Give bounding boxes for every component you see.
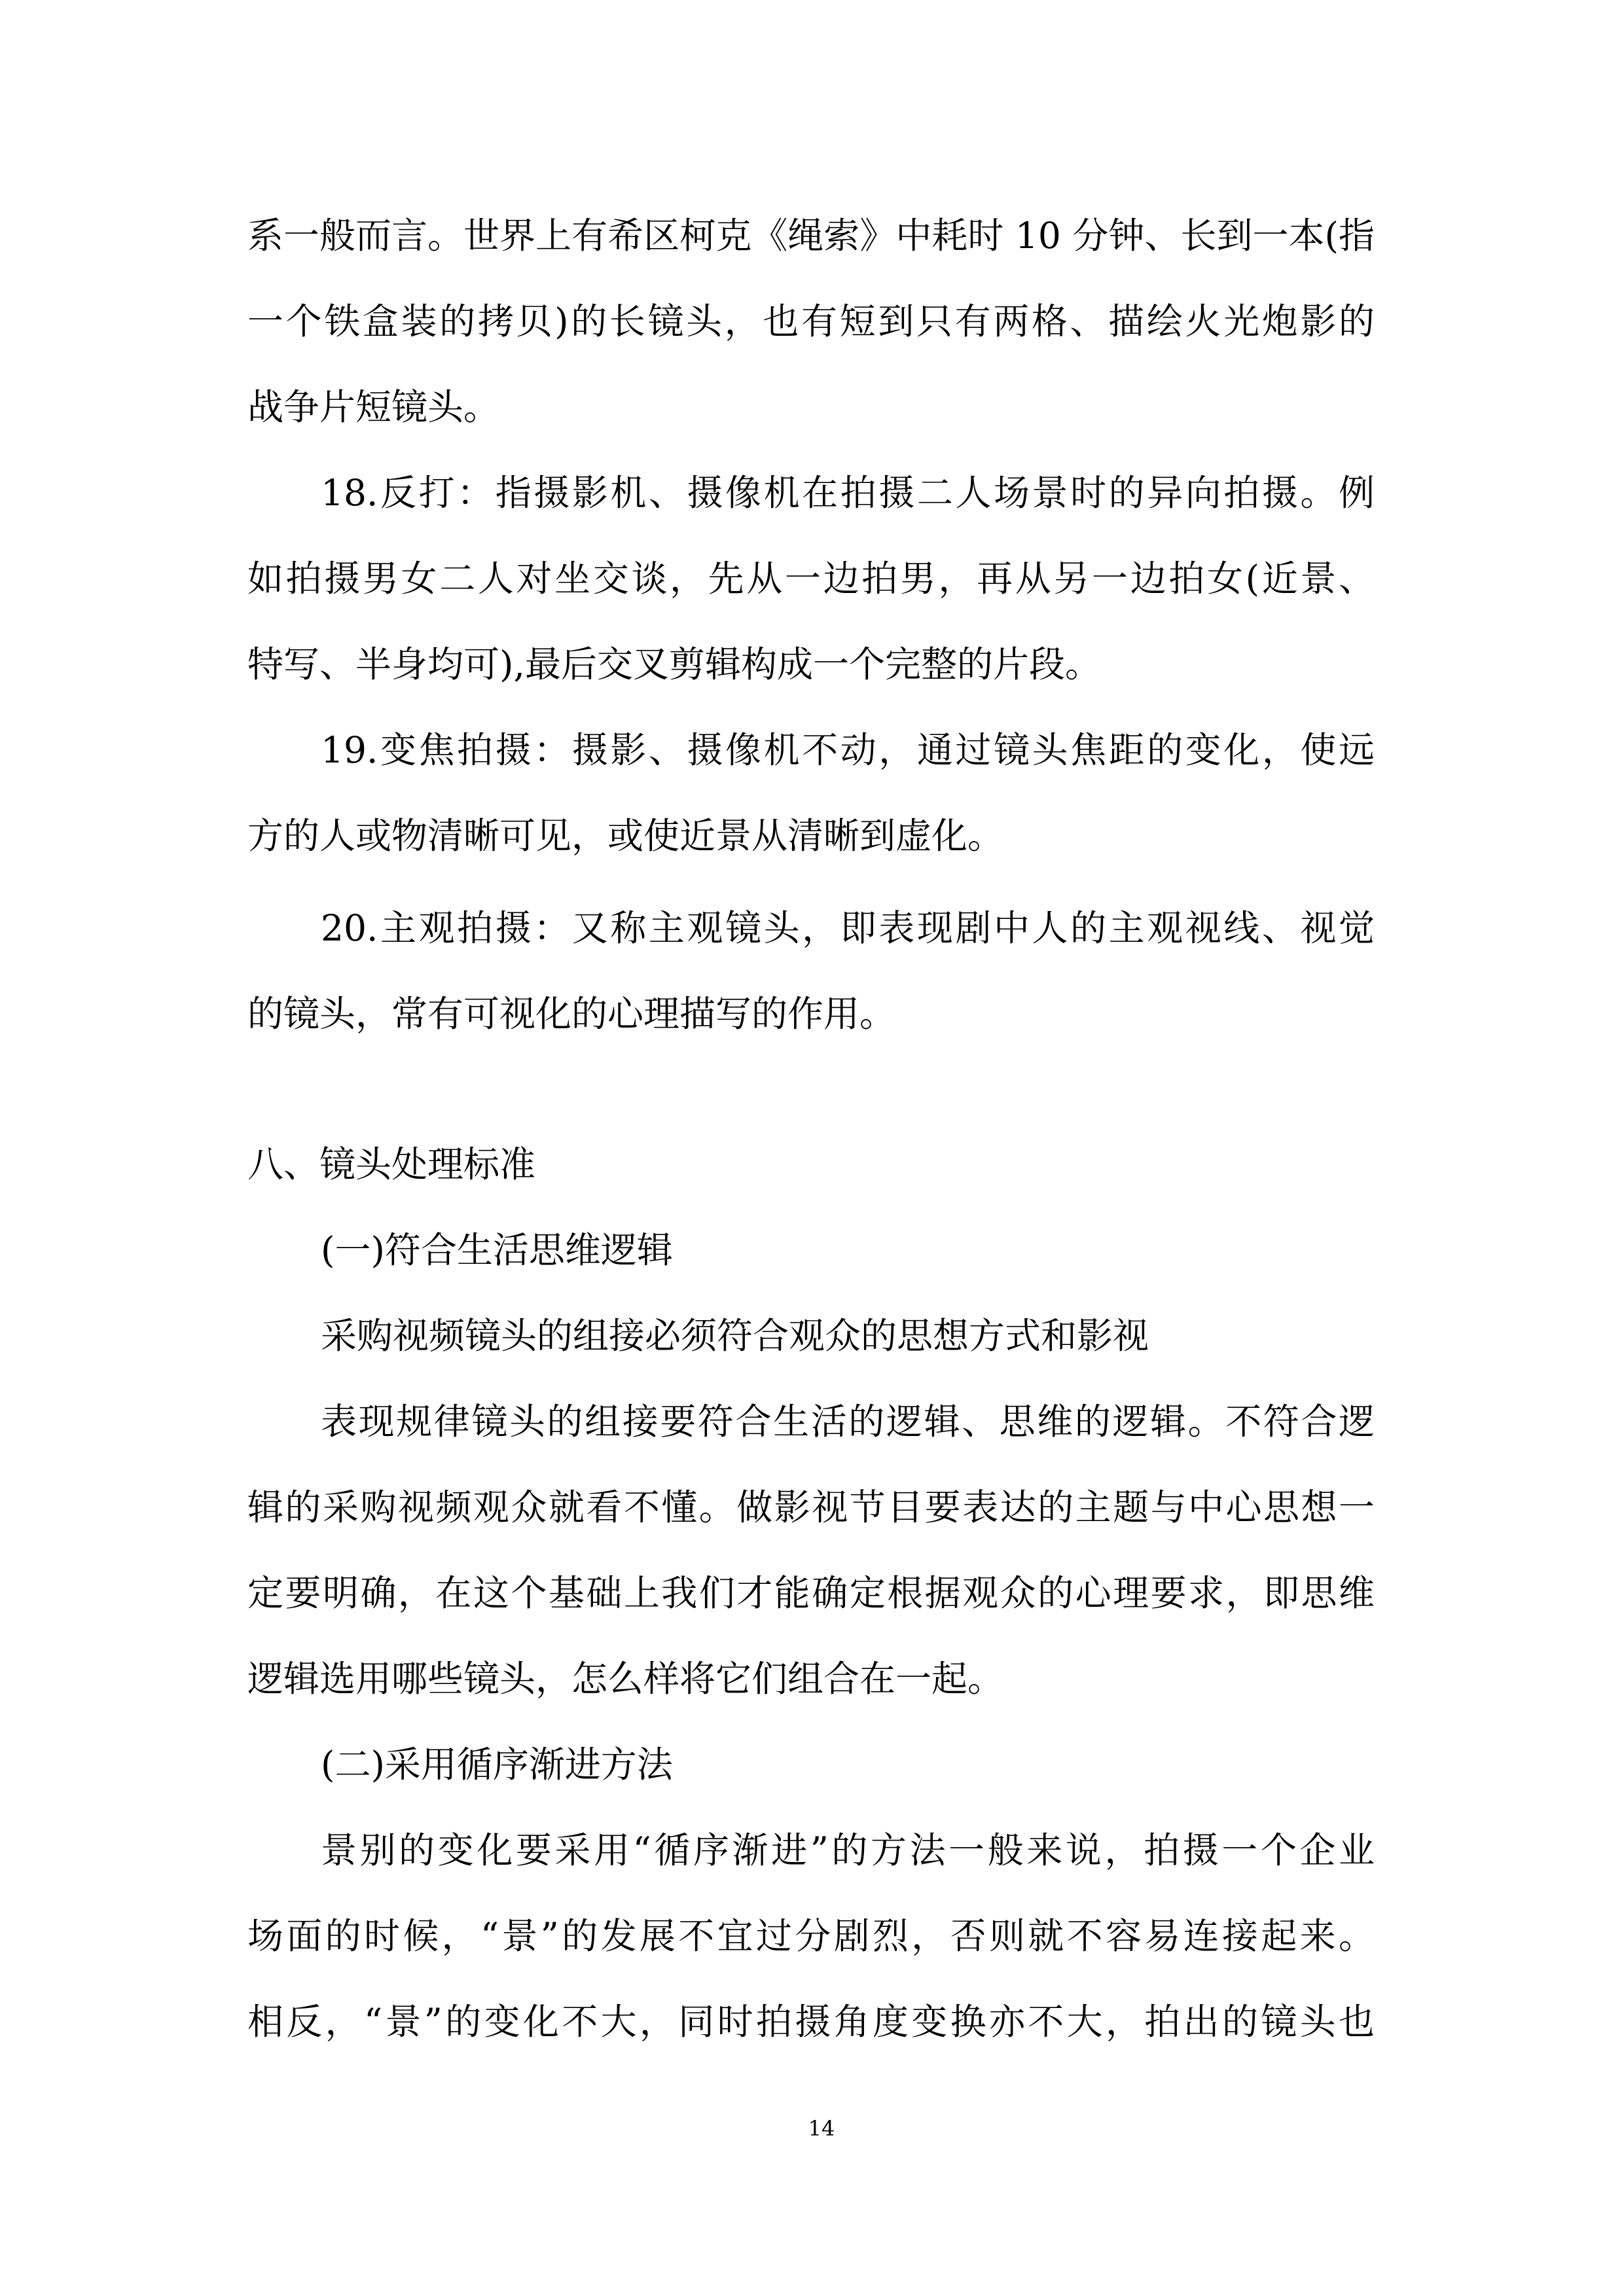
paragraph-line: 定要明确，在这个基础上我们才能确定根据观众的心理要求，即思维 — [247, 1572, 1375, 1614]
paragraph-line: 如拍摄男女二人对坐交谈，先从一边拍男，再从另一边拍女(近景、 — [247, 558, 1375, 600]
paragraph-line: 表现规律镜头的组接要符合生活的逻辑、思维的逻辑。不符合逻 — [321, 1401, 1375, 1443]
paragraph-line: 的镜头，常有可视化的心理描写的作用。 — [247, 993, 896, 1035]
list-item-19-line: 19.变焦拍摄：摄影、摄像机不动，通过镜头焦距的变化，使远 — [321, 729, 1375, 771]
paragraph-line: 方的人或物清晰可见，或使近景从清晰到虚化。 — [247, 815, 1004, 857]
paragraph-line: 相反，“景”的变化不大，同时拍摄角度变换亦不大，拍出的镜头也 — [247, 2001, 1375, 2043]
list-item-20-line: 20.主观拍摄：又称主观镜头，即表现剧中人的主观视线、视觉 — [321, 907, 1375, 949]
section-heading: 八、镜头处理标准 — [247, 1143, 536, 1185]
paragraph-line: 系一般而言。世界上有希区柯克《绳索》中耗时 10 分钟、长到一本(指 — [247, 215, 1375, 257]
page-number: 14 — [808, 2116, 835, 2141]
subheading-2: (二)采用循序渐进方法 — [321, 1744, 673, 1785]
paragraph-line: 逻辑选用哪些镜头，怎么样将它们组合在一起。 — [247, 1658, 1004, 1700]
paragraph-line: 一个铁盒装的拷贝)的长镜头，也有短到只有两格、描绘火光炮影的 — [247, 300, 1375, 342]
paragraph-line: 辑的采购视频观众就看不懂。做影视节目要表达的主题与中心思想一 — [247, 1486, 1375, 1528]
list-item-18-line: 18.反打：指摄影机、摄像机在拍摄二人场景时的异向拍摄。例 — [321, 472, 1375, 514]
paragraph-line: 采购视频镜头的组接必须符合观众的思想方式和影视 — [321, 1315, 1149, 1357]
paragraph-line: 战争片短镜头。 — [247, 386, 500, 428]
paragraph-line: 特写、半身均可),最后交叉剪辑构成一个完整的片段。 — [247, 643, 1101, 685]
paragraph-line: 景别的变化要采用“循序渐进”的方法一般来说，拍摄一个企业 — [321, 1829, 1375, 1871]
subheading-1: (一)符合生活思维逻辑 — [321, 1229, 673, 1271]
paragraph-line: 场面的时候，“景”的发展不宜过分剧烈，否则就不容易连接起来。 — [247, 1915, 1375, 1957]
